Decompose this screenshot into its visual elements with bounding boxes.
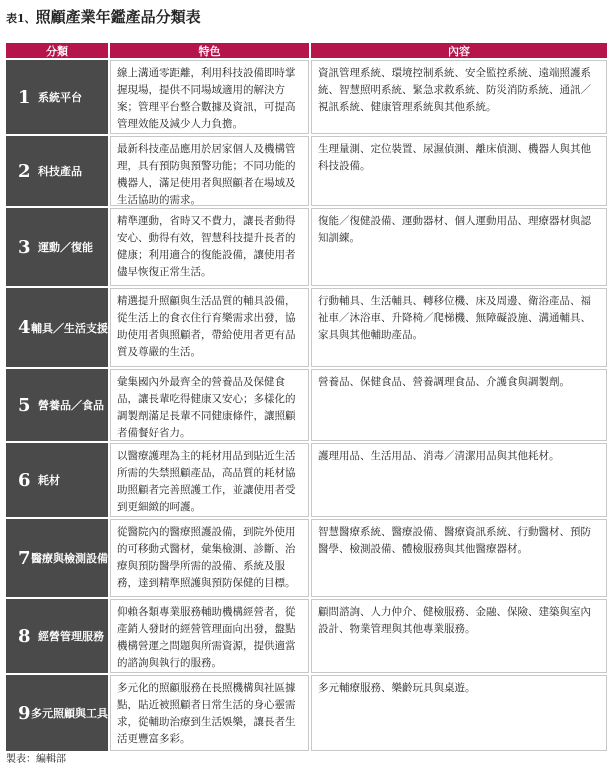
table-header: [6, 43, 607, 58]
content-cell: 智慧醫療系統、醫療設備、醫療資訊系統、行動醫材、預防醫學、檢測設備、體檢服務與其他醫療器材。: [311, 519, 607, 597]
content-cell: 行動輔具、生活輔具、轉移位機、床及周邊、衛浴產品、福祉車／沐浴車、升降椅／爬梯機、無障礙設施、溝通輔具、家具與其他輔助產品。: [311, 288, 607, 367]
category-cell: [6, 288, 108, 367]
category-number: 8: [18, 625, 31, 647]
category-name: 營養品／食品: [38, 399, 104, 412]
table-title: [6, 6, 201, 27]
category-name: 輔具／生活支援: [31, 321, 108, 335]
content-cell: 復能／復健設備、運動器材、個人運動用品、理療器材與認知訓練。: [311, 208, 607, 286]
category-cell: [6, 60, 108, 134]
table-row: [6, 599, 607, 673]
table-row: [6, 136, 607, 206]
feature-cell: 精選提升照顧與生活品質的輔具設備，從生活上的食衣住行育樂需求出發，協助使用者與照顧者，帶給使用者更有品質及尊嚴的生活。: [110, 288, 309, 367]
content-cell: 護理用品、生活用品、消毒／清潔用品與其他耗材。: [311, 443, 607, 517]
table-row: [6, 288, 607, 367]
content-cell: 生理量測、定位裝置、尿濕偵測、離床偵測、機器人與其他科技設備。: [311, 136, 607, 206]
feature-cell: 以醫療護理為主的耗材用品到貼近生活所需的失禁照顧產品，高品質的耗材協助照顧者完善照護工作，並讓使用者受到更細緻的呵護。: [110, 443, 309, 517]
content-cell: 顧問諮詢、人力仲介、健檢服務、金融、保險、建築與室內設計、物業管理與其他專業服務。: [311, 599, 607, 673]
category-cell: [6, 519, 108, 597]
category-cell: [6, 675, 108, 751]
table-row: [6, 60, 607, 134]
content-cell: 多元輔療服務、樂齡玩具與桌遊。: [311, 675, 607, 751]
table-row: [6, 443, 607, 517]
feature-cell: 從醫院內的醫療照護設備，到院外使用的可移動式醫材，彙集檢測、診斷、治療與預防醫學所需的設備、系統及服務，達到精準照護與預防保健的目標。: [110, 519, 309, 597]
category-number: 2: [18, 160, 31, 182]
classification-table: [6, 43, 607, 751]
category-cell: [6, 208, 108, 286]
source-note: 製表：編輯部: [6, 754, 66, 765]
table-row: [6, 675, 607, 751]
feature-cell: 仰賴各類專業服務輔助機構經營者，從產銷人發財的經營管理面向出發，盤點機構營運之問題與所需資源，提供適當的諮詢與執行的服務。: [110, 599, 309, 673]
category-number: 5: [18, 394, 31, 416]
category-number: 1: [18, 86, 31, 108]
table-title-text: 照顧產業年鑑產品分類表: [35, 8, 201, 26]
table-number: 表1、: [6, 12, 36, 25]
table-row: [6, 369, 607, 441]
category-name: 耗材: [38, 474, 60, 487]
category-number: 9: [18, 702, 31, 724]
category-name: 多元照顧與工具: [31, 707, 108, 720]
category-name: 科技產品: [38, 165, 82, 178]
category-name: 醫療與檢測設備: [31, 552, 108, 565]
category-name: 運動／復能: [38, 241, 93, 254]
table-body: [6, 60, 607, 751]
category-name: 經營管理服務: [38, 630, 104, 643]
table-row: [6, 208, 607, 286]
feature-cell: 多元化的照顧服務在長照機構與社區據點，貼近被照顧者日常生活的身心靈需求，從輔助治療到生活娛樂，讓長者生活更豐富多彩。: [110, 675, 309, 751]
category-number: 7: [18, 547, 31, 569]
category-cell: [6, 136, 108, 206]
feature-cell: 線上溝通零距離，利用科技設備即時掌握現場，提供不同場域適用的解決方案；管理平台整合數據及資訊，可提高管理效能及減少人力負擔。: [110, 60, 309, 134]
category-number: 6: [18, 469, 31, 491]
feature-cell: 精準運動，省時又不費力，讓長者動得安心、動得有效，智慧科技提升長者的健康；利用適合的復能設備，讓使用者儘早恢復正常生活。: [110, 208, 309, 286]
header-category: 分類: [6, 43, 108, 58]
content-cell: 資訊管理系統、環境控制系統、安全監控系統、遠端照護系統、智慧照明系統、緊急求救系統、防災消防系統、通訊／視訊系統、健康管理系統與其他系統。: [311, 60, 607, 134]
content-cell: 營養品、保健食品、營養調理食品、介護食與調製劑。: [311, 369, 607, 441]
header-content: 內容: [311, 43, 607, 58]
category-number: 3: [18, 236, 31, 258]
table-row: [6, 519, 607, 597]
category-cell: [6, 443, 108, 517]
category-number: 4: [18, 317, 31, 338]
category-name: 系統平台: [38, 91, 82, 104]
feature-cell: 彙集國內外最齊全的營養品及保健食品，讓長輩吃得健康又安心；多樣化的調製劑滿足長輩不同健康條件，讓照顧者備餐好省力。: [110, 369, 309, 441]
feature-cell: 最新科技產品應用於居家個人及機構管理，具有預防與預警功能；不同功能的機器人，滿足使用者與照顧者在場域及生活協助的需求。: [110, 136, 309, 206]
category-cell: [6, 599, 108, 673]
header-feature: 特色: [110, 43, 309, 58]
category-cell: [6, 369, 108, 441]
